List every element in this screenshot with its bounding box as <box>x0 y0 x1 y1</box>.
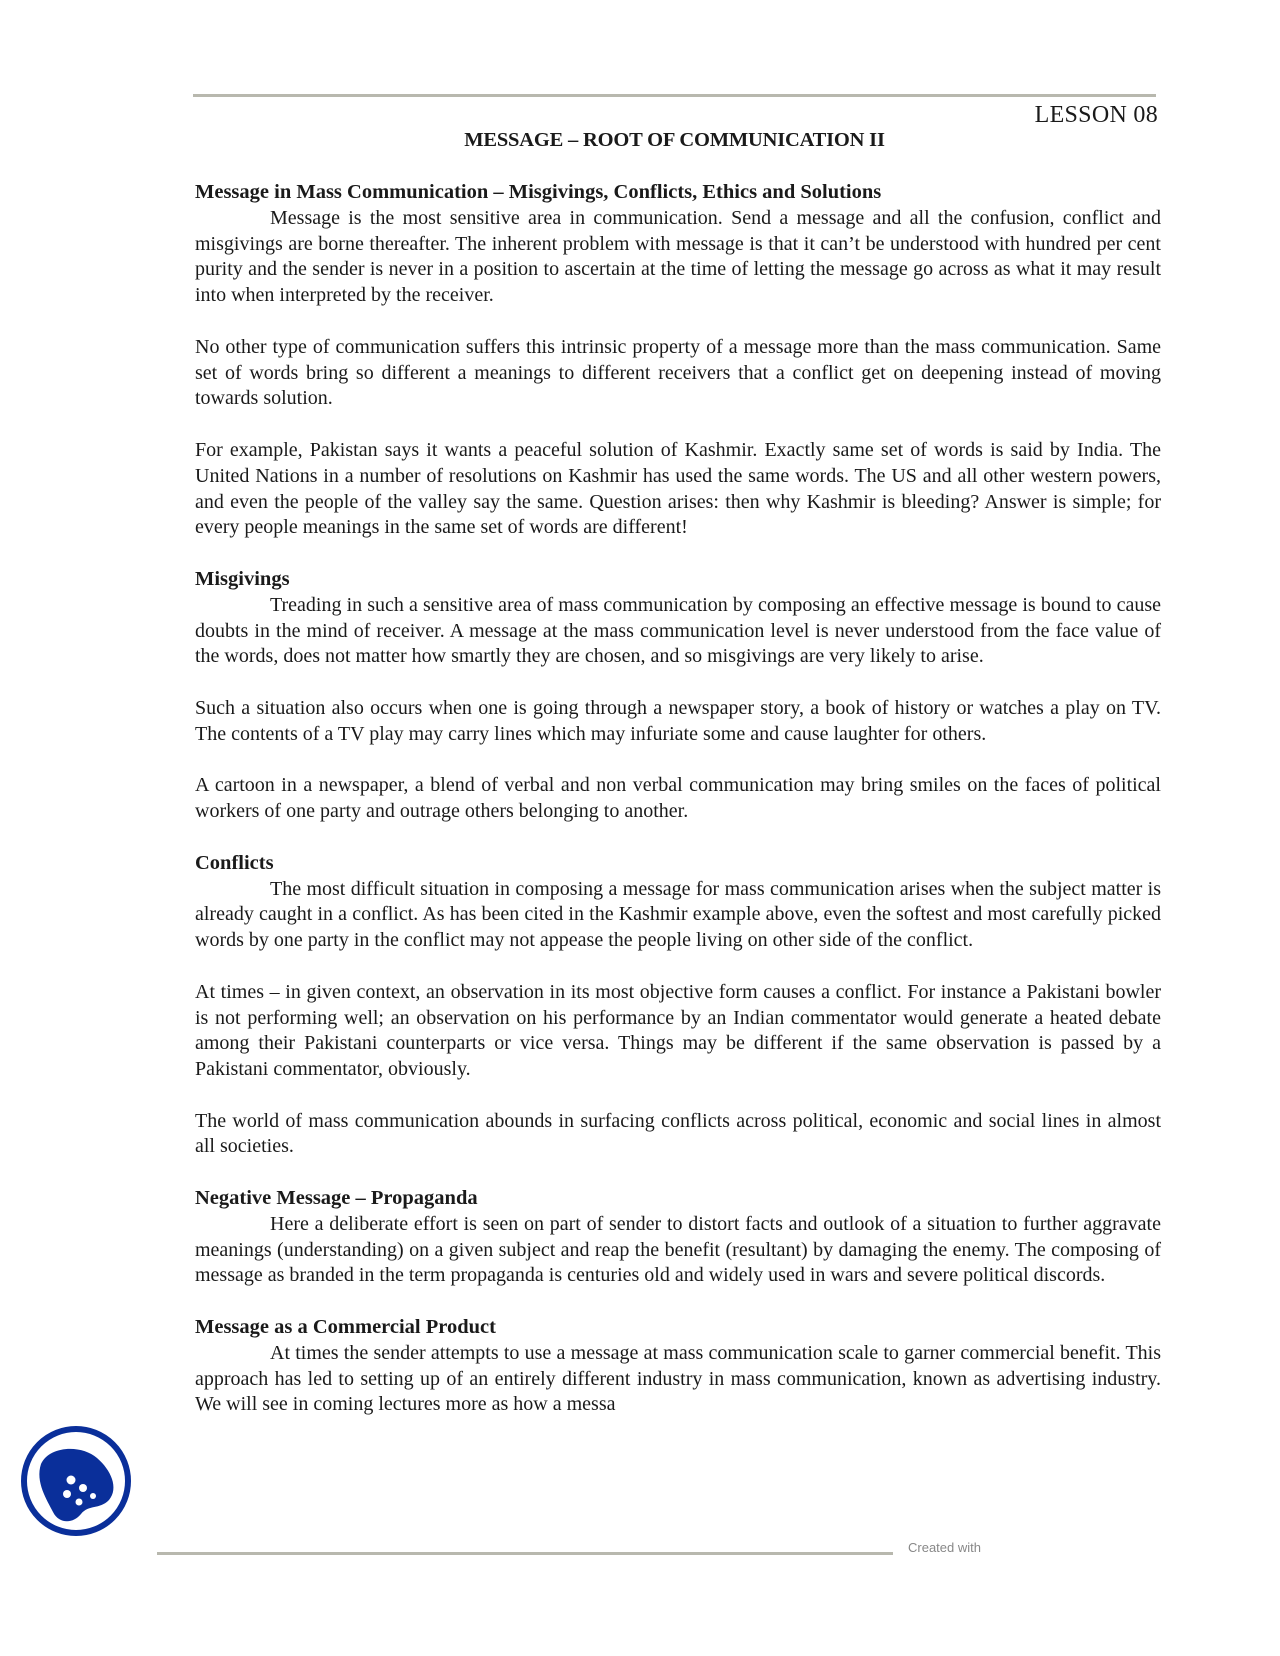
footer-rule <box>157 1552 893 1555</box>
section-mass-communication <box>195 180 1161 541</box>
section-conflicts <box>195 851 1161 1161</box>
paragraph: For example, Pakistan says it wants a peaceful solution of Kashmir. Exactly same set of words is said by India. The United Nations in a number of resolutions on Kashmir has used the same words. The US and all other western powers, and even the people of the valley say the same. Question arises: then why Kashmir is bleeding? Answer is simple; for every people meanings in the same set of words are different! <box>195 438 1161 539</box>
pdf-creator-logo-icon[interactable] <box>19 1424 133 1538</box>
paragraph: No other type of communication suffers this intrinsic property of a message more than the mass communication. Same set of words bring so different a meanings to different receivers that a conflict get on deepening instead of moving towards solution. <box>195 335 1161 410</box>
section-heading: Conflicts <box>195 851 274 874</box>
document-body <box>195 180 1161 1444</box>
paragraph: Treading in such a sensitive area of mass communication by composing an effective message is bound to cause doubts in the mind of receiver. A message at the mass communication level is never understood from the face value of the words, does not matter how smartly they are chosen, and so misgivings are very likely to arise. <box>195 593 1161 668</box>
paragraph: At times – in given context, an observation in its most objective form causes a conflict. For instance a Pakistani bowler is not performing well; an observation on his performance by an Indian commentator would generate a heated debate among their Pakistani counterparts or vice versa. Things may be different if the same observation is passed by a Pakistani commentator, obviously. <box>195 980 1161 1081</box>
section-misgivings <box>195 567 1161 825</box>
paragraph: Here a deliberate effort is seen on part of sender to distort facts and outlook of a situation to further aggravate meanings (understanding) on a given subject and reap the benefit (resultant) by damaging the enemy. The composing of message as branded in the term propaganda is centuries old and widely used in wars and severe political discords. <box>195 1212 1161 1287</box>
created-with-label: Created with <box>908 1540 981 1555</box>
paragraph: At times the sender attempts to use a message at mass communication scale to garner commercial benefit. This approach has led to setting up of an entirely different industry in mass communication, known as advertising industry. We will see in coming lectures more as how a messa <box>195 1341 1161 1416</box>
paragraph: The world of mass communication abounds in surfacing conflicts across political, economic and social lines in almost all societies. <box>195 1109 1161 1158</box>
section-heading: Misgivings <box>195 567 290 590</box>
paragraph: Such a situation also occurs when one is going through a newspaper story, a book of history or watches a play on TV. The contents of a TV play may carry lines which may infuriate some and cause laughter for others. <box>195 696 1161 745</box>
watermark-fade <box>680 1486 1200 1526</box>
paragraph: A cartoon in a newspaper, a blend of verbal and non verbal communication may bring smiles on the faces of political workers of one party and outrage others belonging to another. <box>195 774 1161 823</box>
lesson-number: LESSON 08 <box>1034 102 1158 128</box>
page-title: MESSAGE – ROOT OF COMMUNICATION II <box>464 129 885 151</box>
section-heading: Message in Mass Communication – Misgivings, Conflicts, Ethics and Solutions <box>195 181 882 203</box>
header-rule <box>193 94 1156 97</box>
section-heading: Message as a Commercial Product <box>195 1316 496 1339</box>
section-propaganda <box>195 1186 1161 1289</box>
section-heading: Negative Message – Propaganda <box>195 1187 478 1210</box>
paragraph: Message is the most sensitive area in communication. Send a message and all the confusion, conflict and misgivings are borne thereafter. The inherent problem with message is that it can’t be understood with hundred per cent purity and the sender is never in a position to ascertain at the time of letting the message go across as what it may result into when interpreted by the receiver. <box>195 206 1161 307</box>
section-commercial-product <box>195 1315 1161 1418</box>
paragraph: The most difficult situation in composing a message for mass communication arises when the subject matter is already caught in a conflict. As has been cited in the Kashmir example above, even the softest and most carefully picked words by one party in the conflict may not appease the people living on other side of the conflict. <box>195 877 1161 952</box>
